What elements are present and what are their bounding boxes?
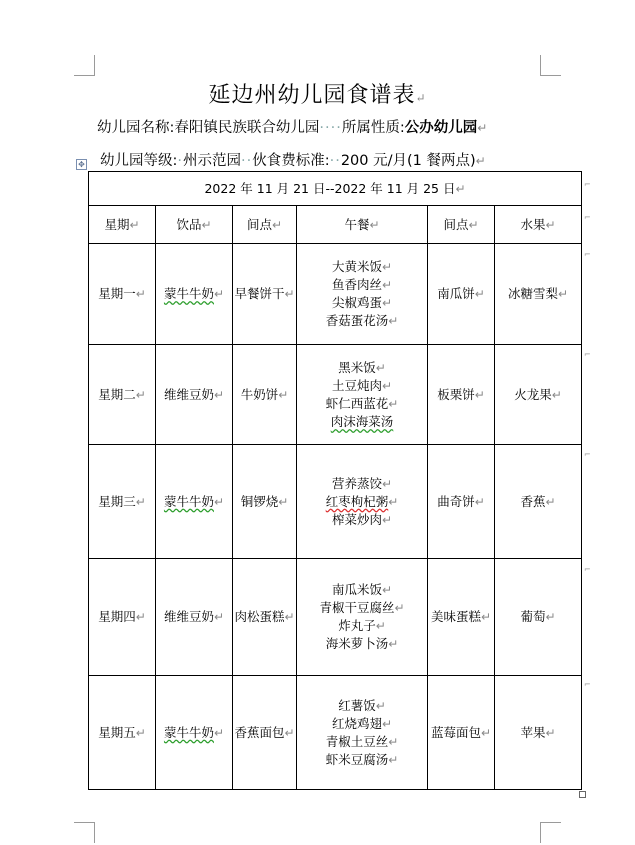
paragraph-mark-icon: ↵: [474, 287, 485, 301]
snack2-cell[interactable]: [428, 559, 495, 676]
paragraph-mark-icon: ↵: [375, 361, 386, 375]
paragraph-mark-icon: ↵: [278, 494, 289, 509]
snack1-cell[interactable]: [233, 559, 297, 676]
paragraph-mark-icon: ↵: [388, 752, 399, 767]
day-text: 星期二: [98, 386, 136, 402]
paragraph-mark-icon: ↵: [129, 217, 140, 232]
paragraph-mark-icon: ↵: [284, 610, 295, 624]
drink-text: 维维豆奶: [163, 609, 214, 624]
paragraph-mark-icon: ↵: [388, 494, 399, 509]
row-end-mark: ⌐: [584, 680, 591, 689]
paragraph-mark-icon: ↵: [388, 637, 399, 651]
paragraph-mark-icon: ↵: [284, 287, 295, 301]
paragraph-mark-icon: ↵: [545, 725, 556, 740]
snack2-text: 板栗饼: [437, 386, 475, 402]
date-row: [89, 172, 582, 206]
fee-value[interactable]: 200 元/月(1 餐两点): [340, 153, 476, 169]
table-row: [89, 676, 582, 790]
snack1-text: 牛奶饼: [240, 386, 279, 402]
paragraph-mark-icon: ↵: [135, 610, 146, 624]
snack1-text: 香蕉面包: [234, 724, 285, 740]
drink-cell[interactable]: [156, 676, 233, 790]
snack2-cell[interactable]: [428, 244, 495, 345]
paragraph-mark-icon: ↵: [201, 217, 212, 232]
paragraph-mark-icon: ↵: [381, 278, 393, 292]
paragraph-mark-icon: ↵: [455, 181, 466, 196]
day-text: 星期四: [98, 609, 136, 624]
table-row: [89, 345, 582, 445]
paragraph-mark-icon: ↵: [381, 260, 393, 274]
lunch-item: 鱼香肉丝↵: [331, 277, 393, 292]
page-title[interactable]: [0, 78, 635, 109]
paragraph-mark-icon: ↵: [415, 91, 427, 105]
table-row: [89, 559, 582, 676]
fee-label[interactable]: 伙食费标准:: [252, 153, 330, 169]
row-end-mark: ⌐: [584, 250, 591, 259]
snack1-cell[interactable]: [233, 676, 297, 790]
day-cell[interactable]: [89, 445, 156, 559]
fruit-text: 火龙果: [514, 386, 552, 402]
lunch-item: 榨菜炒肉↵: [331, 511, 393, 527]
spacer-dots: ·: [177, 153, 183, 169]
paragraph-mark-icon: ↵: [480, 610, 492, 624]
header-cell-lunch[interactable]: [297, 206, 428, 244]
paragraph-mark-icon: ↵: [369, 217, 380, 232]
info-line-1[interactable]: [97, 116, 487, 137]
header-cell-snack2[interactable]: [428, 206, 495, 244]
paragraph-mark-icon: ↵: [394, 601, 405, 615]
drink-cell[interactable]: [156, 345, 233, 445]
lunch-item: 青椒土豆丝↵: [325, 733, 399, 749]
lunch-cell[interactable]: [297, 559, 428, 676]
paragraph-mark-icon: ↵: [381, 512, 393, 527]
nature-value[interactable]: 公办幼儿园: [404, 120, 478, 136]
day-cell[interactable]: [89, 559, 156, 676]
day-cell[interactable]: [89, 676, 156, 790]
paragraph-mark-icon: ↵: [135, 725, 146, 740]
menu-table[interactable]: [88, 171, 582, 790]
lunch-item: 虾米豆腐汤↵: [325, 751, 399, 767]
fruit-text: 苹果: [520, 724, 546, 740]
lunch-item: 南瓜米饭↵: [331, 582, 393, 597]
page-corner-mark: [540, 822, 561, 843]
fruit-cell[interactable]: [495, 345, 582, 445]
paragraph-mark-icon: ↵: [213, 494, 225, 509]
snack2-cell[interactable]: [428, 676, 495, 790]
date-range-cell[interactable]: [89, 172, 582, 206]
header-label: 午餐: [344, 216, 370, 232]
header-label: 星期: [104, 216, 130, 232]
page-corner-mark: [74, 822, 95, 843]
nature-label[interactable]: 所属性质:: [341, 120, 405, 136]
paragraph-mark-icon: ↵: [558, 287, 569, 301]
drink-text: 蒙牛牛奶: [163, 286, 214, 301]
row-end-mark: ⌐: [584, 213, 591, 222]
header-cell-day[interactable]: [89, 206, 156, 244]
paragraph-mark-icon: ↵: [551, 387, 562, 402]
paragraph-mark-icon: ↵: [381, 716, 393, 731]
row-end-mark: ⌐: [584, 450, 591, 459]
paragraph-mark-icon: ↵: [474, 494, 485, 509]
drink-text: 蒙牛牛奶: [163, 724, 214, 740]
spacer-dots: ····: [319, 120, 342, 136]
lunch-item: 土豆炖肉↵: [331, 378, 393, 393]
fruit-text: 香蕉: [520, 493, 546, 509]
date-range-text: 2022 年 11 月 21 日--2022 年 11 月 25 日: [204, 180, 456, 196]
paragraph-mark-icon: ↵: [388, 397, 399, 411]
day-text: 星期一: [98, 286, 136, 301]
lunch-item: 肉沫海菜汤: [330, 414, 394, 429]
snack1-text: 早餐饼干: [234, 286, 285, 301]
drink-text: 维维豆奶: [163, 386, 214, 402]
table-move-handle-icon[interactable]: ✥: [76, 159, 87, 170]
paragraph-mark-icon: ↵: [213, 287, 225, 301]
paragraph-mark-icon: ↵: [135, 287, 146, 301]
day-cell[interactable]: [89, 345, 156, 445]
snack2-text: 美味蛋糕: [430, 609, 481, 624]
paragraph-mark-icon: ↵: [213, 387, 225, 402]
paragraph-mark-icon: ↵: [381, 476, 393, 491]
header-cell-snack1[interactable]: [233, 206, 297, 244]
table-row: [89, 445, 582, 559]
paragraph-mark-icon: ↵: [545, 494, 556, 509]
paragraph-mark-icon: ↵: [381, 379, 393, 393]
paragraph-mark-icon: ↵: [475, 154, 486, 168]
lunch-item: 红烧鸡翅↵: [331, 715, 393, 731]
lunch-cell[interactable]: [297, 244, 428, 345]
page-corner-mark: [74, 55, 95, 76]
row-end-mark: ⌐: [584, 565, 591, 574]
paragraph-mark-icon: ↵: [480, 725, 492, 740]
paragraph-mark-icon: ↵: [375, 698, 386, 713]
paragraph-mark-icon: ↵: [375, 619, 386, 633]
spacer-dots: ··: [241, 153, 253, 169]
header-label: 水果: [520, 216, 546, 232]
table-resize-handle[interactable]: [579, 791, 586, 798]
lunch-item: 炸丸子↵: [338, 618, 386, 633]
row-end-mark: ⌐: [584, 180, 591, 189]
paragraph-mark-icon: ↵: [213, 725, 225, 740]
snack2-text: 曲奇饼: [437, 493, 475, 509]
lunch-item: 大黄米饭↵: [331, 259, 393, 274]
header-cell-drink[interactable]: [156, 206, 233, 244]
lunch-item: 香菇蛋花汤↵: [325, 313, 399, 328]
page-corner-mark: [540, 55, 561, 76]
paragraph-mark-icon: ↵: [271, 217, 283, 232]
lunch-cell[interactable]: [297, 445, 428, 559]
name-label[interactable]: 幼儿园名称:: [97, 120, 175, 136]
lunch-item: 红薯饭↵: [338, 697, 386, 713]
paragraph-mark-icon: ↵: [545, 610, 556, 624]
lunch-item: 青椒干豆腐丝↵: [319, 600, 405, 615]
header-label: 间点: [246, 216, 272, 232]
snack1-cell[interactable]: [233, 445, 297, 559]
table-row: [89, 244, 582, 345]
paragraph-mark-icon: ↵: [381, 583, 393, 597]
paragraph-mark-icon: ↵: [284, 725, 295, 740]
lunch-item: 红枣枸杞粥↵: [325, 493, 399, 509]
fruit-text: 冰糖雪梨: [507, 286, 558, 301]
day-text: 星期三: [98, 493, 136, 509]
paragraph-mark-icon: ↵: [213, 610, 225, 624]
lunch-item: 海米萝卜汤↵: [325, 636, 399, 651]
drink-cell[interactable]: [156, 244, 233, 345]
grade-value[interactable]: 州示范园: [183, 153, 241, 169]
paragraph-mark-icon: ↵: [381, 296, 393, 310]
drink-cell[interactable]: [156, 445, 233, 559]
paragraph-mark-icon: ↵: [135, 494, 146, 509]
day-text: 星期五: [98, 724, 136, 740]
spacer-dots: ··: [329, 153, 341, 169]
name-value[interactable]: 春阳镇民族联合幼儿园: [174, 120, 320, 136]
fruit-cell[interactable]: [495, 244, 582, 345]
grade-label[interactable]: 幼儿园等级:: [100, 153, 178, 169]
row-end-mark: ⌐: [584, 350, 591, 359]
lunch-item: 尖椒鸡蛋↵: [331, 295, 393, 310]
paragraph-mark-icon: ↵: [474, 387, 485, 402]
header-row: [89, 206, 582, 244]
snack1-cell[interactable]: [233, 244, 297, 345]
paragraph-mark-icon: ↵: [388, 734, 399, 749]
lunch-item: 黑米饭↵: [338, 360, 386, 375]
header-cell-fruit[interactable]: [495, 206, 582, 244]
paragraph-mark-icon: ↵: [545, 217, 556, 232]
paragraph-mark-icon: ↵: [388, 314, 399, 328]
lunch-cell[interactable]: [297, 676, 428, 790]
drink-text: 蒙牛牛奶: [163, 493, 214, 509]
snack2-cell[interactable]: [428, 445, 495, 559]
day-cell[interactable]: [89, 244, 156, 345]
snack2-cell[interactable]: [428, 345, 495, 445]
lunch-item: 营养蒸饺↵: [331, 475, 393, 491]
fruit-text: 葡萄: [520, 609, 546, 624]
fruit-cell[interactable]: [495, 445, 582, 559]
header-label: 饮品: [176, 216, 202, 232]
snack1-text: 肉松蛋糕: [234, 609, 285, 624]
info-line-2[interactable]: [100, 149, 486, 170]
snack2-text: 蓝莓面包: [430, 724, 481, 740]
paragraph-mark-icon: ↵: [477, 121, 488, 135]
paragraph-mark-icon: ↵: [135, 387, 146, 402]
fruit-cell[interactable]: [495, 676, 582, 790]
title-text[interactable]: 延边州幼儿园食谱表: [208, 83, 416, 108]
snack2-text: 南瓜饼: [437, 286, 475, 301]
drink-cell[interactable]: [156, 559, 233, 676]
fruit-cell[interactable]: [495, 559, 582, 676]
paragraph-mark-icon: ↵: [468, 217, 479, 232]
lunch-item: 虾仁西蓝花↵: [325, 396, 399, 411]
header-label: 间点: [443, 216, 469, 232]
snack1-text: 铜锣烧: [240, 493, 279, 509]
paragraph-mark-icon: ↵: [278, 387, 289, 402]
lunch-cell[interactable]: [297, 345, 428, 445]
snack1-cell[interactable]: [233, 345, 297, 445]
